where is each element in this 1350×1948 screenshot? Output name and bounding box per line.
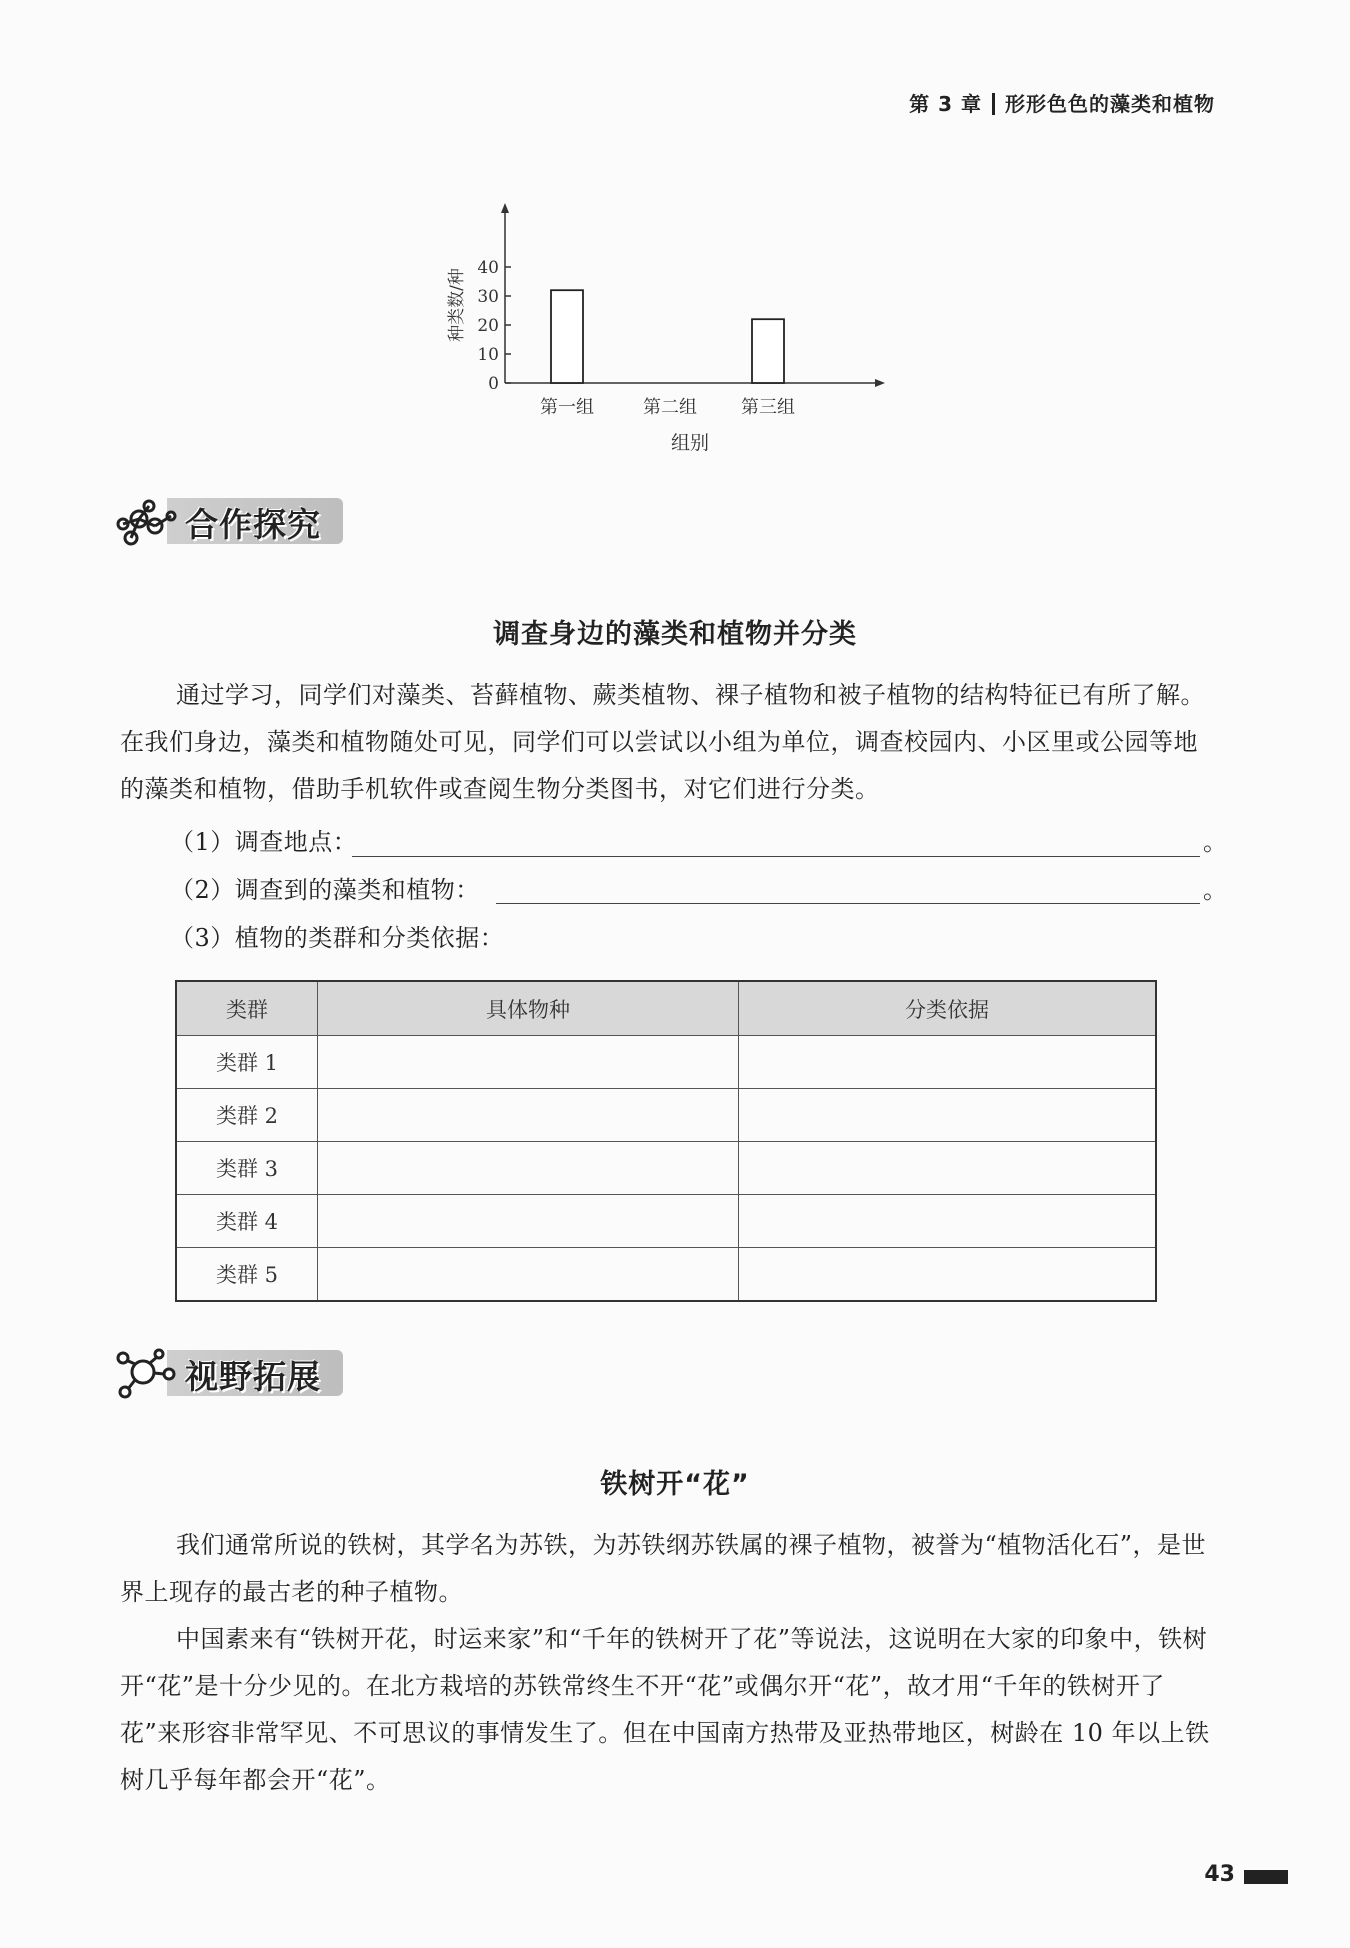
question-1-label: （1）调查地点： [170, 828, 358, 856]
molecule-icon [115, 494, 185, 548]
activity-title: 调查身边的藻类和植物并分类 [493, 619, 857, 650]
chapter-header [909, 88, 1215, 117]
species-cell[interactable] [318, 1036, 739, 1089]
species-cell[interactable] [318, 1195, 739, 1248]
chart-y-axis-arrow [501, 203, 509, 213]
answer-line-1[interactable] [352, 856, 1200, 857]
chart-y-tick-label: 0 [488, 374, 499, 394]
group-cell: 类群 3 [176, 1142, 318, 1195]
table-row [176, 1248, 1156, 1302]
chart-bar [752, 319, 784, 383]
bar-chart [430, 195, 900, 470]
species-cell[interactable] [318, 1089, 739, 1142]
cooperation-section-title: 合作探究 [185, 505, 321, 544]
table-header-species: 具体物种 [318, 981, 739, 1036]
page-marker-bar [1244, 1870, 1288, 1884]
table-header-row [176, 981, 1156, 1036]
table-row [176, 1036, 1156, 1089]
table-row [176, 1195, 1156, 1248]
question-1-period: 。 [1203, 828, 1227, 856]
chart-bar [551, 290, 583, 383]
basis-cell[interactable] [739, 1142, 1157, 1195]
table-header-group: 类群 [176, 981, 318, 1036]
chapter-title: 形形色色的藻类和植物 [1005, 92, 1215, 116]
basis-cell[interactable] [739, 1036, 1157, 1089]
page-number: 43 [1204, 1862, 1235, 1887]
group-cell: 类群 4 [176, 1195, 318, 1248]
chart-x-tick-labels [540, 397, 795, 418]
chart-x-tick-label: 第一组 [540, 397, 594, 418]
header-divider [992, 93, 995, 115]
question-2-period: 。 [1203, 876, 1227, 904]
reading-paragraph-1: 我们通常所说的铁树，其学名为苏铁，为苏铁纲苏铁属的裸子植物，被誉为“植物活化石”，是世界上现存的最古老的种子植物。 [120, 1531, 1207, 1606]
chart-y-tick-label: 10 [477, 345, 499, 365]
classification-table [175, 980, 1157, 1302]
chart-x-axis-arrow [875, 379, 885, 387]
chapter-number: 第 3 章 [909, 92, 982, 116]
basis-cell[interactable] [739, 1195, 1157, 1248]
basis-cell[interactable] [739, 1248, 1157, 1302]
vision-section-banner [115, 1346, 345, 1400]
basis-cell[interactable] [739, 1089, 1157, 1142]
question-3-label: （3）植物的类群和分类依据： [170, 924, 505, 952]
question-2-label: （2）调查到的藻类和植物： [170, 876, 480, 904]
table-row [176, 1142, 1156, 1195]
reading-title: 铁树开“花” [600, 1469, 750, 1500]
chart-x-axis-label: 组别 [670, 432, 710, 454]
group-cell: 类群 2 [176, 1089, 318, 1142]
table-row [176, 1089, 1156, 1142]
chart-y-tick-label: 40 [477, 258, 499, 278]
chart-y-tick-label: 30 [477, 287, 499, 307]
group-cell: 类群 1 [176, 1036, 318, 1089]
molecule-icon [115, 1346, 185, 1400]
group-cell: 类群 5 [176, 1248, 318, 1302]
table-header-basis: 分类依据 [739, 981, 1157, 1036]
chart-y-axis-label: 种类数/种 [447, 268, 467, 342]
chart-y-ticks [477, 258, 511, 394]
chart-x-tick-label: 第三组 [741, 397, 795, 418]
reading-paragraph-2: 中国素来有“铁树开花，时运来家”和“千年的铁树开了花”等说法，这说明在大家的印象中，铁树开“花”是十分少见的。在北方栽培的苏铁常终生不开“花”或偶尔开“花”，故才用“千年的铁树开了花”来形容非常罕见、不可思议的事情发生了。但在中国南方热带及亚热带地区，树龄在 10 年以上铁树几乎每年都会开“花”。 [120, 1625, 1210, 1794]
chart-y-tick-label: 20 [477, 316, 499, 336]
chart-x-tick-label: 第二组 [643, 397, 697, 418]
species-cell[interactable] [318, 1248, 739, 1302]
activity-intro: 通过学习，同学们对藻类、苔藓植物、蕨类植物、裸子植物和被子植物的结构特征已有所了解。在我们身边，藻类和植物随处可见，同学们可以尝试以小组为单位，调查校园内、小区里或公园等地的藻类和植物，借助手机软件或查阅生物分类图书，对它们进行分类。 [120, 681, 1205, 803]
vision-section-title: 视野拓展 [185, 1357, 321, 1396]
chart-bars [551, 290, 784, 383]
species-cell[interactable] [318, 1142, 739, 1195]
cooperation-section-banner [115, 494, 345, 548]
answer-line-2[interactable] [496, 903, 1200, 904]
